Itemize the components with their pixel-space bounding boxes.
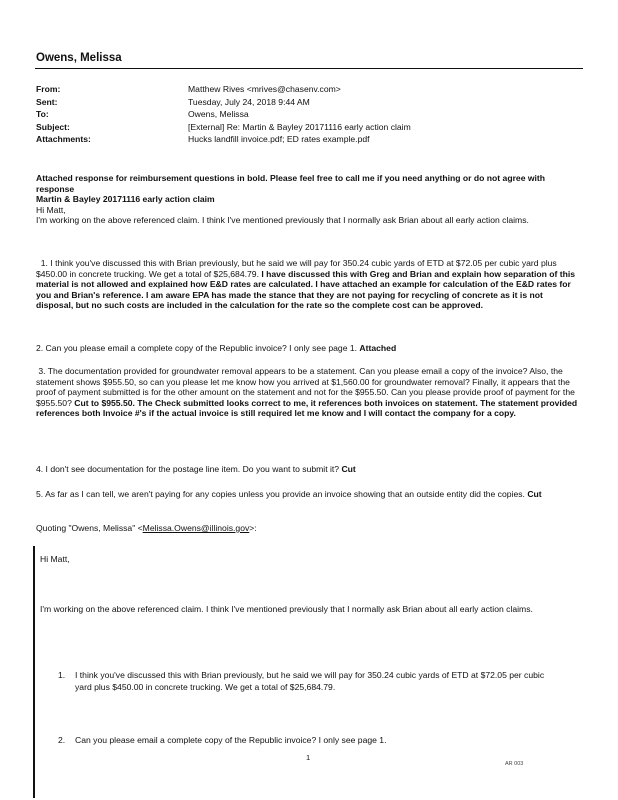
reply-note-bold: Attached response for reimbursement questions in bold. Please feel free to call me if you need anything or do not agree with response: [36, 173, 546, 194]
attachments-row: [36, 134, 584, 147]
item-1-response: I have discussed this with Greg and Brian and explain how separation of this material is not allowed and explained how E&D rates are calculated. I have attached an example for calculation of the E&D rates for you and Brian's reference. I am aware EPA has made the stance that they are not paying for recycling of concrete as it is not disposal, but no such costs are included in the calculation for the rate so the complete cost can be approved.: [36, 268, 576, 311]
quoted-email-link[interactable]: Melissa.Owens@illinois.gov: [142, 523, 250, 533]
quoting-suffix: >:: [249, 523, 257, 533]
to-value: Owens, Melissa: [188, 109, 249, 120]
reply-item-1: [36, 258, 578, 311]
attachments-label: Attachments:: [36, 134, 91, 145]
subject-label: Subject:: [36, 121, 70, 132]
item-3-question: 3. The documentation provided for groundwater removal appears to be a statement. Can you please email a copy of the invoice? Also, the statement shows $955.50, so can you please let me know how you arrived at $1,560.00 for groundwater removal? Finally, it appears that the proof of payment submitted is for the other amount on the statement and not for the $955.50. Can you please provide proof of payment for the $955.50?: [36, 366, 575, 408]
to-row: [36, 109, 584, 122]
item-5-question: 5. As far as I can tell, we aren't paying for any copies unless you provide an invoice showing that an outside entity did the copies.: [36, 489, 525, 499]
quoted-intro-text: I'm working on the above referenced claim. I think I've mentioned previously that I normally ask Brian about all early action claims.: [40, 604, 533, 614]
quoting-prefix: Quoting "Owens, Melissa" <: [36, 523, 143, 533]
bates-stamp: AR 003: [505, 761, 524, 767]
item-4-response: Cut: [341, 464, 356, 474]
item-3-response: Cut to $955.50. The Check submitted looks correct to me, it references both invoices on statement. The statement provided references both Invoice #'s if the actual invoice is still required let me know and I will contact the company for a copy.: [36, 397, 578, 419]
item-2-response: Attached: [359, 343, 397, 353]
from-label: From:: [36, 84, 61, 94]
subject-value: [External] Re: Martin & Bayley 20171116 early action claim: [188, 121, 411, 132]
email-header-fields: [36, 84, 584, 147]
reply-intro: [36, 173, 578, 226]
quote-bar: [33, 546, 35, 798]
to-label: To:: [36, 109, 49, 120]
item-4-question: 4. I don't see documentation for the postage line item. Do you want to submit it?: [36, 464, 340, 474]
from-row: [36, 84, 584, 97]
reply-item-4: [36, 464, 578, 475]
subject-row: [36, 122, 584, 135]
quoted-item-2-number: 2.: [58, 735, 66, 745]
mailbox-owner-name: Owens, Melissa: [36, 52, 122, 64]
quoted-item-1-text: I think you've discussed this with Brian previously, but he said we will pay for 350.24 cubic yards of ETD at $72.05 per cubic yard plus $450.00 in concrete trucking. We get a total of $25,684.79.: [75, 670, 545, 692]
attachments-value: Hucks landfill invoice.pdf; ED rates example.pdf: [188, 134, 370, 145]
reply-item-3: [36, 366, 578, 419]
reply-intro-text: I'm working on the above referenced claim. I think I've mentioned previously that I normally ask Brian about all early action claims.: [36, 215, 529, 226]
reply-greeting: Hi Matt,: [36, 204, 66, 215]
reply-claim-title: Martin & Bayley 20171116 early action claim: [36, 194, 215, 205]
item-5-response: Cut: [527, 489, 542, 499]
quoted-greeting: Hi Matt,: [40, 554, 70, 564]
sent-row: [36, 97, 584, 110]
quoting-line: [36, 523, 578, 534]
sent-value: Tuesday, July 24, 2018 9:44 AM: [188, 96, 310, 107]
reply-item-2: [36, 343, 578, 354]
from-value: Matthew Rives <mrives@chasenv.com>: [188, 84, 341, 94]
sent-label: Sent:: [36, 96, 58, 107]
item-1-question: 1. I think you've discussed this with Brian previously, but he said we will pay for 350.24 cubic yards of ETD at $72.05 per cubic yard plus $450.00 in concrete trucking. We get a total of $25,684.79.: [36, 258, 557, 279]
quoted-item-1-number: 1.: [58, 670, 66, 680]
quoted-item-2-text: Can you please email a complete copy of the Republic invoice? I only see page 1.: [75, 735, 387, 745]
page-number: 1: [306, 753, 311, 762]
header-divider: [35, 68, 583, 69]
reply-item-5: [36, 489, 578, 500]
item-2-question: 2. Can you please email a complete copy of the Republic invoice? I only see page 1.: [36, 343, 358, 353]
